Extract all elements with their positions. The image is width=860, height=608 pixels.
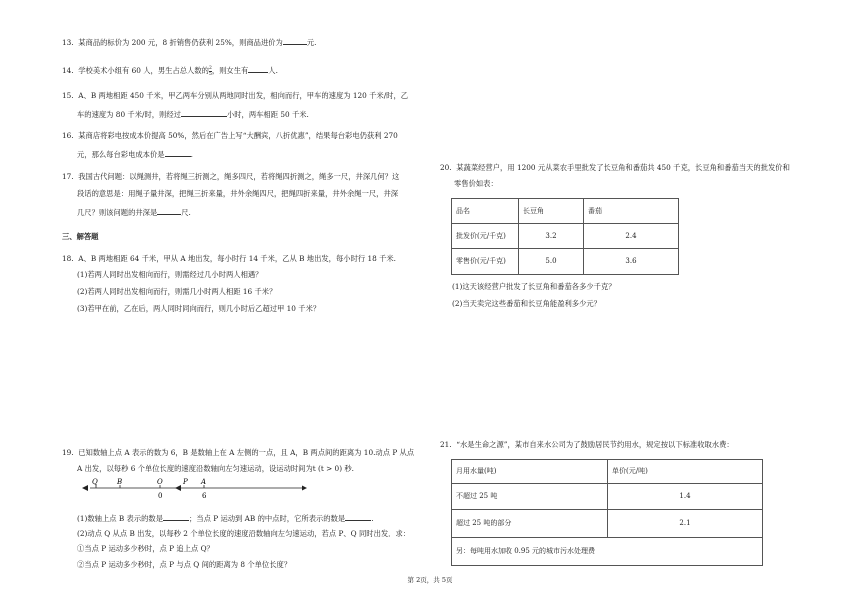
number-line: [80, 476, 310, 506]
q18-sub1: (1)若两人同时出发相向而行，则需经过几小时两人相遇？: [77, 270, 263, 279]
q19-sub1a: (1)数轴上点 B 表示的数是: [77, 514, 164, 523]
q14-frac-top: 2: [208, 65, 212, 71]
water-fee-table: [451, 459, 763, 566]
water-row1-price: 1.4: [608, 484, 763, 510]
q20-number: 20.: [440, 163, 452, 172]
q19-blank2[interactable]: [345, 512, 374, 523]
tick-label-zero: 0: [158, 492, 163, 500]
page-footer: 第 2页，共 5页: [407, 576, 453, 584]
water-row2-usage: 超过 25 吨的部分: [452, 510, 608, 538]
price-row-wholesale-tomato: 2.4: [584, 224, 679, 249]
price-row-wholesale-label: 批发价(元/千克): [452, 224, 519, 249]
question-13: [62, 36, 316, 47]
label-p: P: [183, 478, 188, 486]
q17-number: 17.: [62, 172, 74, 181]
q15-line2a: 车的速度为 80 千米/时，则经过: [77, 110, 181, 119]
q19-blank1[interactable]: [163, 512, 189, 521]
q18-sub2: (2)若两人同时出发相向而行，则需几小时两人相距 16 千米？: [77, 287, 277, 296]
price-row-retail-tomato: 3.6: [584, 249, 679, 275]
q18-number: 18.: [62, 254, 74, 263]
question-21: [440, 440, 734, 449]
question-14: [62, 64, 278, 77]
q14-blank[interactable]: [248, 64, 268, 73]
q17-line3a: 几尺？则该问题的井深是: [77, 208, 158, 217]
q15-number: 15.: [62, 91, 74, 100]
q19-sub2-i: ①当点 P 运动多少秒时，点 P 追上点 Q？: [77, 544, 214, 553]
water-row1-usage: 不超过 25 吨: [452, 484, 608, 510]
q19-sub2-ii: ②当点 P 运动多少秒时，点 P 与点 Q 间的距离为 8 个单位长度？: [77, 560, 292, 569]
q14-tail: 人.: [268, 66, 278, 75]
price-row-retail-beans: 5.0: [519, 249, 584, 275]
price-header-tomato: 番茄: [584, 199, 679, 224]
q19-sub2: (2)动点 Q 从点 B 出发，以每秒 2 个单位长度的速度沿数轴向左匀速运动，若点 P、Q 同时出发．求：: [77, 529, 411, 538]
q21-line1: “水是生命之源”，某市自来水公司为了鼓励居民节约用水，规定按以下标准收取水费：: [456, 440, 734, 449]
label-q: Q: [92, 478, 98, 486]
label-a: A: [201, 478, 207, 486]
price-header-beans: 长豆角: [519, 199, 584, 224]
q14-frac-bottom: 5: [208, 71, 212, 77]
label-b: B: [117, 478, 123, 486]
p-arrow: [175, 485, 181, 491]
water-row2-price: 2.1: [608, 510, 763, 538]
q16-blank[interactable]: [165, 148, 191, 157]
q20-line2: 零售价如表：: [454, 179, 498, 188]
q14-text-b: ，则女生有: [211, 66, 249, 75]
q19-line1: 已知数轴上点 A 表示的数为 6，B 是数轴上在 A 左侧的一点，且 A，B 两点间的距离为 10.动点 P 从点: [78, 448, 415, 457]
q20-sub2: (2)当天卖完这些番茄和长豆角能盈利多少元？: [452, 299, 601, 308]
q19-sub1b: ；当点 P 运动到 AB 的中点时，它所表示的数是: [189, 514, 346, 523]
q13-blank[interactable]: [283, 36, 307, 45]
q13-tail: 元.: [306, 38, 317, 47]
q13-text: 某商品的标价为 200 元，8 折销售仍获利 25%，则商品进价为: [78, 38, 283, 47]
q15-blank[interactable]: [181, 108, 227, 117]
q17-line1: 我国古代问题：以绳测井，若将绳三折测之，绳多四尺，若将绳四折测之，绳多一尺，井深几何？这: [78, 172, 400, 181]
q14-number: 14.: [62, 66, 74, 75]
price-header-name: 品名: [452, 199, 519, 224]
q18-line1: A、B 两地相距 64 千米，甲从 A 地出发，每小时行 14 千米，乙从 B 地出发，每小时行 18 千米.: [78, 254, 396, 263]
q19-line2: A 出发，以每秒 6 个单位长度的速度沿数轴向左匀速运动，设运动时间为t (t > 0) 秒.: [77, 464, 354, 473]
q15-line1: A、B 两地相距 450 千米，甲乙两车分别从两地同时出发，相向而行，甲车的速度为 120 千米/时，乙: [78, 91, 409, 100]
tick-label-six: 6: [202, 492, 207, 500]
q21-number: 21.: [440, 440, 452, 449]
q20-line1: 某蔬菜经营户，用 1200 元从菜农手里批发了长豆角和番茄共 450 千克，长豆角和番茄当天的批发价和: [456, 163, 790, 172]
q18-sub3: (3)若甲在前，乙在后，两人同时同向而行，则几小时后乙超过甲 10 千米？: [77, 304, 321, 313]
q19-number: 19.: [62, 448, 74, 457]
water-header-usage: 月用水量(吨): [452, 460, 608, 484]
price-row-retail-label: 零售价(元/千克): [452, 249, 519, 275]
q17-blank[interactable]: [157, 206, 181, 215]
water-header-price: 单价(元/吨): [608, 460, 763, 484]
q19-sub1c: .: [371, 514, 374, 523]
water-note: 另：每吨用水加收 0.95 元的城市污水处理费: [452, 538, 763, 566]
q16-line2b: .: [190, 150, 193, 159]
q13-number: 13.: [62, 38, 74, 47]
q16-line2a: 元，那么每台彩电成本价是: [77, 150, 165, 159]
q15-line2b: 小时，两车相距 50 千米.: [226, 110, 309, 119]
label-o: O: [157, 478, 163, 486]
price-table: [451, 198, 679, 275]
price-row-wholesale-beans: 3.2: [519, 224, 584, 249]
q-arrow: [82, 485, 88, 491]
section-heading: 三、解答题: [62, 232, 99, 241]
q16-line1: 某商店将彩电按成本价提高 50%，然后在广告上写“大酬宾，八折优惠”，结果每台彩电仍获利 270: [78, 131, 398, 140]
axis-arrow: [302, 486, 307, 491]
q14-text-a: 学校美术小组有 60 人，男生占总人数的: [78, 66, 209, 75]
q17-line3b: 尺.: [181, 208, 191, 217]
q20-sub1: (1)这天该经营户批发了长豆角和番茄各多少千克？: [452, 282, 616, 291]
q17-line2: 段话的意思是：用绳子量井深，把绳三折来量，井外余绳四尺，把绳四折来量，井外余绳一尺，井深: [77, 189, 399, 198]
q16-number: 16.: [62, 131, 74, 140]
